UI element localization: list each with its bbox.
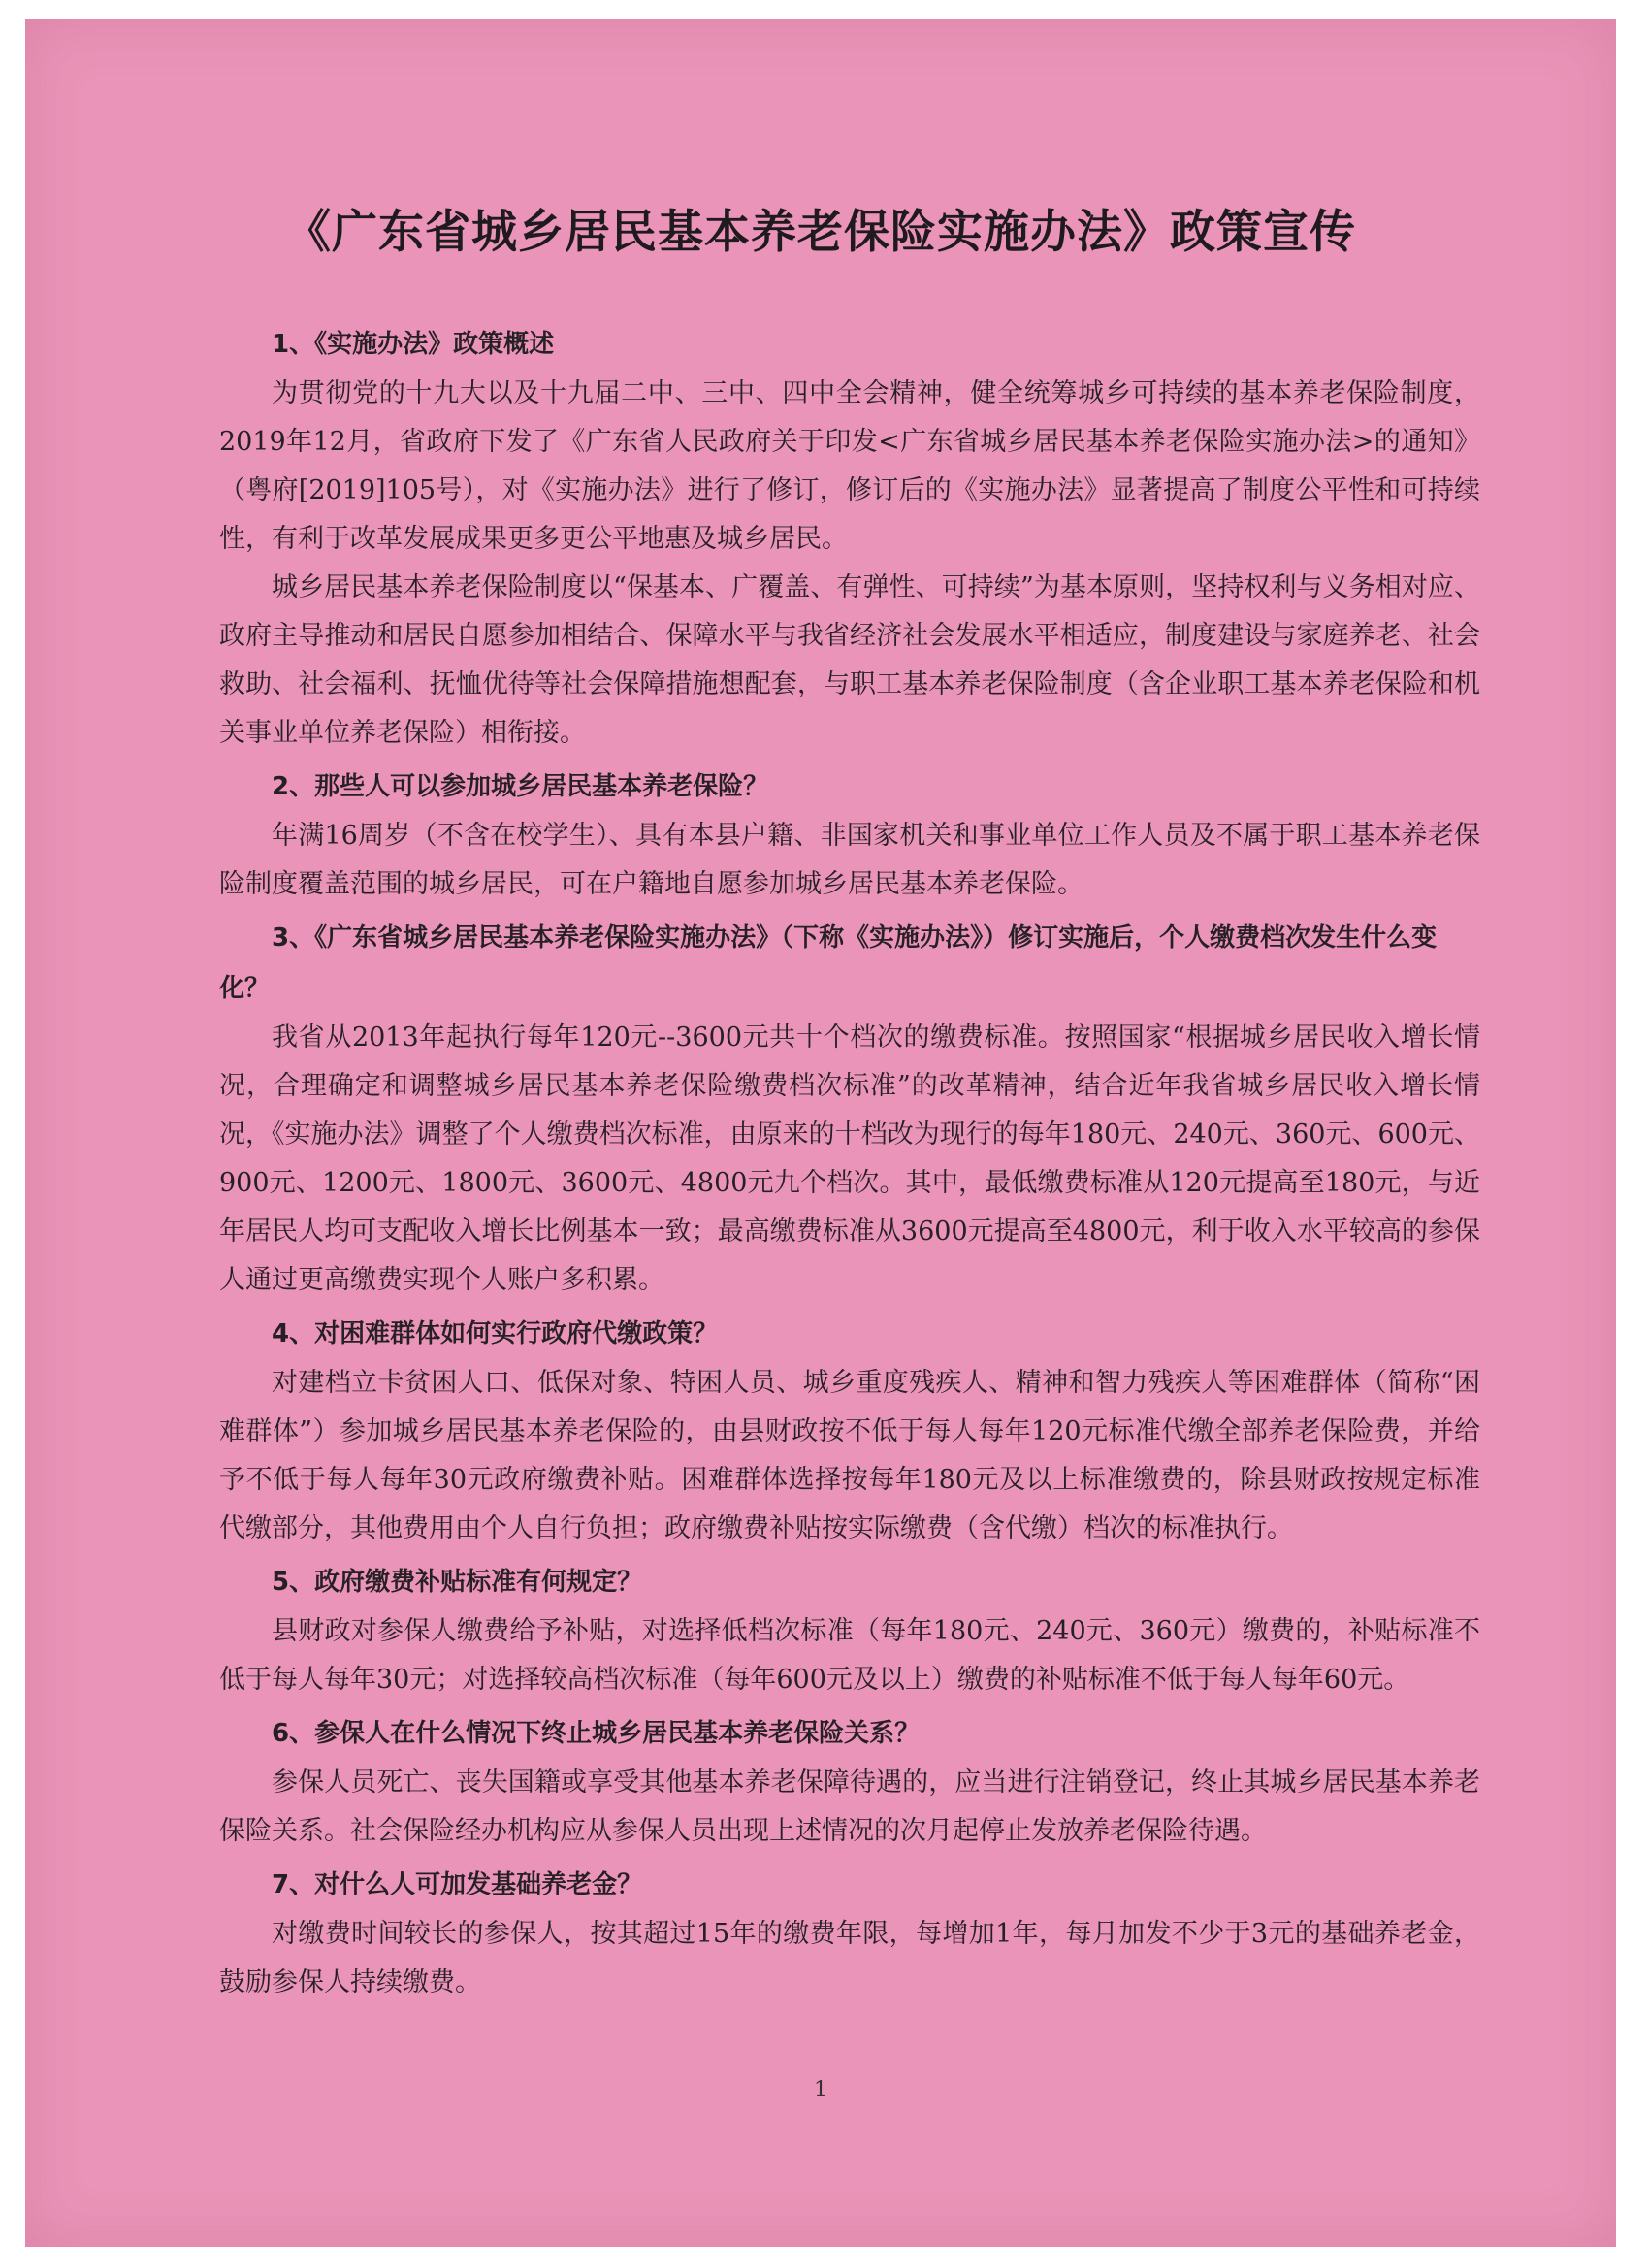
section-6 — [219, 1704, 1480, 1856]
section-4 — [219, 1305, 1480, 1553]
section-heading: 3、《广东省城乡居民基本养老保险实施办法》（下称《实施办法》）修订实施后，个人缴费档次发生什么变化？ — [219, 923, 1438, 1003]
section-heading: 6、参保人在什么情况下终止城乡居民基本养老保险关系？ — [272, 1719, 921, 1748]
section-2 — [219, 758, 1480, 909]
section-heading: 1、《实施办法》政策概述 — [272, 330, 555, 359]
paragraph: 为贯彻党的十九大以及十九届二中、三中、四中全会精神，健全统筹城乡可持续的基本养老保险制度，2019年12月，省政府下发了《广东省人民政府关于印发<广东省城乡居民基本养老保险实施办法>的通知》（粤府[2019]105号），对《实施办法》进行了修订，修订后的《实施办法》显著提高了制度公平性和可持续性，有利于改革发展成果更多更公平地惠及城乡居民。 — [219, 378, 1480, 554]
section-1 — [219, 315, 1480, 758]
document-body — [219, 315, 1480, 2007]
paragraph: 城乡居民基本养老保险制度以“保基本、广覆盖、有弹性、可持续”为基本原则，坚持权利与义务相对应、政府主导推动和居民自愿参加相结合、保障水平与我省经济社会发展水平相适应，制度建设与家庭养老、社会救助、社会福利、抚恤优待等社会保障措施想配套，与职工基本养老保险制度（含企业职工基本养老保险和机关事业单位养老保险）相衔接。 — [219, 572, 1480, 748]
document-title: 《广东省城乡居民基本养老保险实施办法》政策宣传 — [285, 206, 1356, 259]
paragraph: 县财政对参保人缴费给予补贴，对选择低档次标准（每年180元、240元、360元）缴费的，补贴标准不低于每人每年30元；对选择较高档次标准（每年600元及以上）缴费的补贴标准不低于每人每年60元。 — [219, 1616, 1480, 1695]
section-7 — [219, 1856, 1480, 2007]
document-page — [25, 19, 1616, 2247]
page-number: 1 — [814, 2078, 827, 2102]
section-heading: 4、对困难群体如何实行政府代缴政策？ — [272, 1319, 719, 1348]
paragraph: 对建档立卡贫困人口、低保对象、特困人员、城乡重度残疾人、精神和智力残疾人等困难群体（简称“困难群体”）参加城乡居民基本养老保险的，由县财政按不低于每人每年120元标准代缴全部养老保险费，并给予不低于每人每年30元政府缴费补贴。困难群体选择按每年180元及以上标准缴费的，除县财政按规定标准代缴部分，其他费用由个人自行负担；政府缴费补贴按实际缴费（含代缴）档次的标准执行。 — [219, 1368, 1480, 1543]
paragraph: 对缴费时间较长的参保人，按其超过15年的缴费年限，每增加1年，每月加发不少于3元的基础养老金，鼓励参保人持续缴费。 — [219, 1919, 1480, 1997]
section-heading: 2、那些人可以参加城乡居民基本养老保险？ — [272, 772, 769, 801]
section-heading: 5、政府缴费补贴标准有何规定？ — [272, 1568, 643, 1597]
section-3 — [219, 909, 1480, 1305]
paragraph: 参保人员死亡、丧失国籍或享受其他基本养老保障待遇的，应当进行注销登记，终止其城乡居民基本养老保险关系。社会保险经办机构应从参保人员出现上述情况的次月起停止发放养老保险待遇。 — [219, 1767, 1480, 1846]
paragraph: 年满16周岁（不含在校学生）、具有本县户籍、非国家机关和事业单位工作人员及不属于职工基本养老保险制度覆盖范围的城乡居民，可在户籍地自愿参加城乡居民基本养老保险。 — [219, 821, 1480, 899]
section-5 — [219, 1553, 1480, 1704]
section-heading: 7、对什么人可加发基础养老金？ — [272, 1870, 643, 1899]
paragraph: 我省从2013年起执行每年120元--3600元共十个档次的缴费标准。按照国家“根据城乡居民收入增长情况，合理确定和调整城乡居民基本养老保险缴费档次标准”的改革精神，结合近年我省城乡居民收入增长情况，《实施办法》调整了个人缴费档次标准，由原来的十档改为现行的每年180元、240元、360元、600元、900元、1200元、1800元、3600元、4800元九个档次。其中，最低缴费标准从120元提高至180元，与近年居民人均可支配收入增长比例基本一致；最高缴费标准从3600元提高至4800元，利于收入水平较高的参保人通过更高缴费实现个人账户多积累。 — [219, 1022, 1480, 1295]
